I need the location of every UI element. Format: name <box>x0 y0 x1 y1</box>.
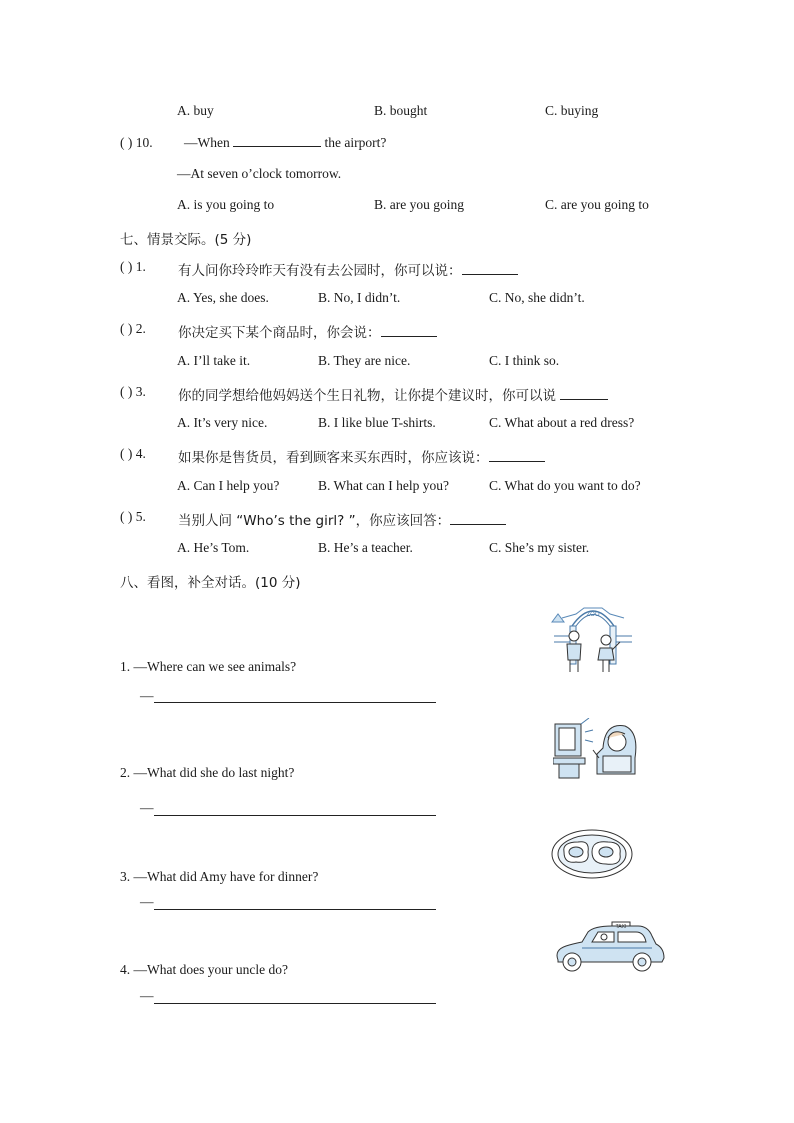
s7-q1-prompt: 有人问你玲玲昨天有没有去公园时，你可以说： <box>178 263 462 279</box>
s7-q5-option-b: B. He’s a teacher. <box>318 540 413 555</box>
q10-option-b: B. are you going <box>374 197 464 212</box>
s8-q3-text: 3. —What did Amy have for dinner? <box>120 869 319 884</box>
s8-q1-text: 1. —Where can we see animals? <box>120 659 297 674</box>
s8-q2-dash: — <box>140 800 154 815</box>
s7-q4-prompt: 如果你是售货员，看到顾客来买东西时，你应该说： <box>178 450 489 466</box>
s8-q2-text: 2. —What did she do last night? <box>120 765 295 780</box>
q9-option-c: C. buying <box>545 103 599 118</box>
q10-prompt <box>184 135 386 151</box>
s7-q4-paren: ( ) 4. <box>120 446 146 461</box>
q10-option-c: C. are you going to <box>545 197 649 212</box>
q10-reply: —At seven o’clock tomorrow. <box>177 166 342 181</box>
s7-q4-option-b: B. What can I help you? <box>318 478 449 493</box>
s7-q1-option-b: B. No, I didn’t. <box>318 290 401 305</box>
s8-q4-dash: — <box>140 988 154 1003</box>
s7-q4-blank[interactable] <box>489 450 545 462</box>
s7-q3-option-a: A. It’s very nice. <box>177 415 268 430</box>
taxi-sign-text: TAXI <box>615 924 627 930</box>
q9-option-a: A. buy <box>177 103 214 118</box>
s8-q1-answer-line[interactable] <box>154 702 436 703</box>
s7-q2-option-a: A. I’ll take it. <box>177 353 251 368</box>
s7-q1-option-c: C. No, she didn’t. <box>489 290 585 305</box>
s7-q5-text <box>178 509 506 529</box>
s7-q3-prompt: 你的同学想给他妈妈送个生日礼物，让你提个建议时，你可以说 <box>178 388 556 404</box>
section7-title: 七、情景交际。(5 分) <box>120 232 252 248</box>
s7-q2-option-c: C. I think so. <box>489 353 560 368</box>
taxi-car-icon <box>552 920 668 976</box>
s8-q3-answer-line[interactable] <box>154 909 436 910</box>
s7-q5-paren: ( ) 5. <box>120 509 146 524</box>
s8-q4-text: 4. —What does your uncle do? <box>120 962 288 977</box>
q9-option-b: B. bought <box>374 103 428 118</box>
s8-q1-dash: — <box>140 688 154 703</box>
q10-paren: ( ) 10. <box>120 135 153 150</box>
zoo-sign-text: ZOO <box>586 612 600 618</box>
s7-q4-option-c: C. What do you want to do? <box>489 478 641 493</box>
s7-q2-text <box>178 321 437 341</box>
girl-watching-tv-icon <box>553 718 643 782</box>
section8-title: 八、看图，补全对话。(10 分) <box>120 575 301 591</box>
q10-option-a: A. is you going to <box>177 197 275 212</box>
s7-q3-blank[interactable] <box>560 388 608 400</box>
fried-eggs-plate-icon <box>550 826 634 882</box>
q10-answer-blank[interactable] <box>233 135 321 147</box>
s7-q4-text <box>178 446 545 466</box>
s7-q4-option-a: A. Can I help you? <box>177 478 280 493</box>
q10-prompt-start: —When <box>184 135 230 150</box>
q10-prompt-end: the airport? <box>324 135 387 150</box>
s7-q5-blank[interactable] <box>450 513 506 525</box>
s7-q3-option-b: B. I like blue T-shirts. <box>318 415 436 430</box>
s8-q3-dash: — <box>140 894 154 909</box>
s7-q3-option-c: C. What about a red dress? <box>489 415 635 430</box>
s7-q2-blank[interactable] <box>381 325 437 337</box>
s7-q3-text <box>178 384 608 404</box>
s7-q2-paren: ( ) 2. <box>120 321 146 336</box>
s7-q1-text <box>178 259 518 279</box>
s7-q2-prompt: 你决定买下某个商品时，你会说： <box>178 325 381 341</box>
s7-q5-prompt: 当别人问 “Who’s the girl? ”，你应该回答： <box>178 513 451 529</box>
s7-q1-option-a: A. Yes, she does. <box>177 290 269 305</box>
s8-q2-answer-line[interactable] <box>154 815 436 816</box>
s8-q4-answer-line[interactable] <box>154 1003 436 1004</box>
s7-q5-option-c: C. She’s my sister. <box>489 540 590 555</box>
s7-q1-blank[interactable] <box>462 263 518 275</box>
s7-q2-option-b: B. They are nice. <box>318 353 411 368</box>
s7-q3-paren: ( ) 3. <box>120 384 146 399</box>
zoo-children-icon <box>550 600 636 676</box>
s7-q1-paren: ( ) 1. <box>120 259 146 274</box>
s7-q5-option-a: A. He’s Tom. <box>177 540 250 555</box>
